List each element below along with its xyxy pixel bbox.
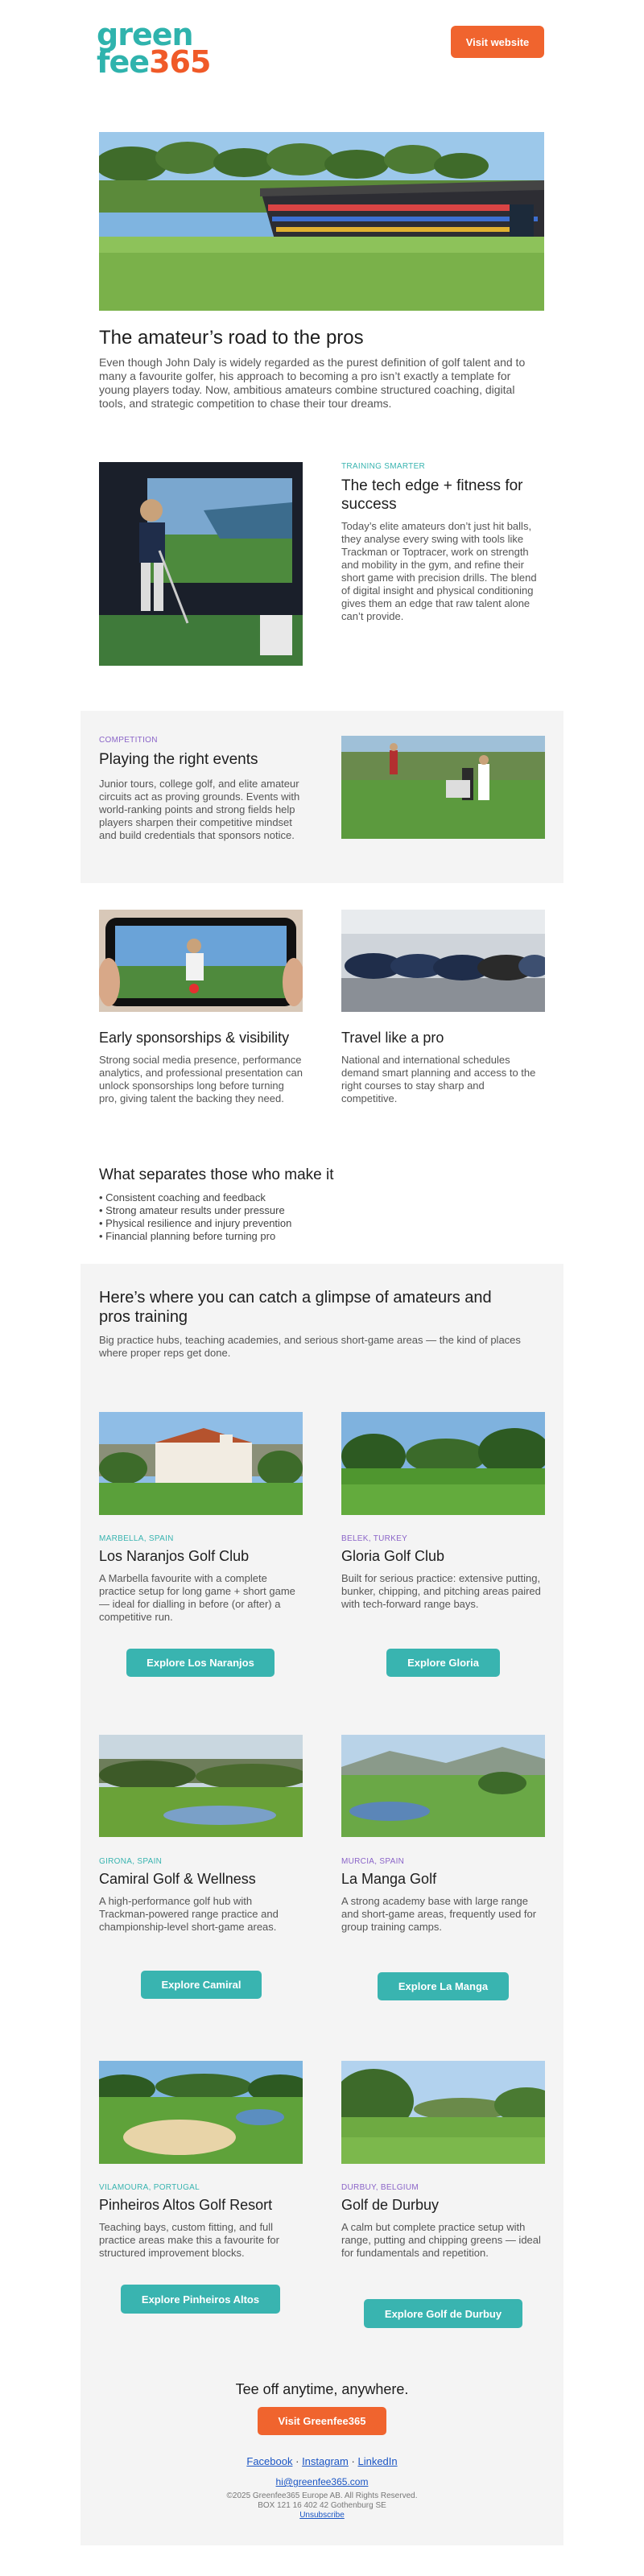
events-title: Playing the right events [99,751,258,768]
club-kicker-marbella: MARBELLA, SPAIN [99,1534,174,1543]
club-name-camiral: Camiral Golf & Wellness [99,1871,256,1887]
club-body-los-naranjos: A Marbella favourite with a complete practice setup for long game + short game — ideal for dialling in before (or after) a competitive run. [99,1572,295,1623]
list-item: • Strong amateur results under pressure [99,1204,285,1216]
tech-body: Today’s elite amateurs don’t just hit balls, they analyse every swing with tools like Trackman or Toptracer, work on strength and mobility in the gym, and refine their short game with precision drills. The blend of digital insight and physical conditioning gives them an edge that raw talent alone can’t provide. [341,520,537,622]
club-kicker-girona: GIRONA, SPAIN [99,1857,163,1866]
club-name-pinheiros-altos: Pinheiros Altos Golf Resort [99,2197,273,2213]
footer-unsubscribe-row [80,2511,564,2520]
separates-title: What separates those who make it [99,1166,334,1183]
footer-address: BOX 121 16 402 42 Gothenburg SE [258,2501,386,2510]
sponsorship-image-phone [99,910,303,1012]
club-kicker-murcia: MURCIA, SPAIN [341,1857,405,1866]
greenfee365-logo[interactable] [97,17,225,85]
logo-text-fee: fee [97,44,150,80]
logo-text-green: green [97,17,193,52]
club-image-los-naranjos [99,1412,303,1515]
explore-pinheiros-altos-button[interactable]: Explore Pinheiros Altos [121,2285,280,2314]
logo-text-365: 365 [149,44,211,80]
club-body-gloria: Built for serious practice: extensive putting, bunker, chipping, and pitching areas paired with tech-forward range bays. [341,1572,541,1610]
facebook-link[interactable]: Facebook [246,2455,293,2467]
travel-image-golf-bags [341,910,545,1012]
explore-camiral-button[interactable]: Explore Camiral [141,1971,262,1999]
travel-body: National and international schedules demand smart planning and access to the right courses to stay sharp and competitive. [341,1054,536,1104]
link-separator: · [351,2455,355,2467]
explore-la-manga-button[interactable]: Explore La Manga [378,1972,509,2000]
club-name-los-naranjos: Los Naranjos Golf Club [99,1548,250,1564]
explore-golf-de-durbuy-button[interactable]: Explore Golf de Durbuy [364,2299,522,2328]
club-image-camiral [99,1735,303,1837]
list-item: • Consistent coaching and feedback [99,1191,266,1203]
club-name-la-manga: La Manga Golf [341,1871,437,1887]
instagram-link[interactable]: Instagram [302,2455,349,2467]
club-body-la-manga: A strong academy base with large range and short-game areas, frequently used for group training camps. [341,1895,537,1933]
footer-tagline: Tee off anytime, anywhere. [235,2381,409,2397]
visit-website-button[interactable]: Visit website [451,26,544,58]
club-body-golf-de-durbuy: A calm but complete practice setup with range, putting and chipping greens — ideal for fundamentals and repetition. [341,2221,541,2259]
club-name-golf-de-durbuy: Golf de Durbuy [341,2197,440,2213]
social-links [80,2455,564,2467]
linkedin-link[interactable]: LinkedIn [357,2455,398,2467]
club-kicker-belek: BELEK, TURKEY [341,1534,408,1543]
tech-image-simulator [99,462,303,666]
tech-title: The tech edge + fitness for success [341,477,523,513]
email-link[interactable]: hi@greenfee365.com [275,2476,369,2487]
events-kicker: COMPETITION [99,736,158,745]
club-image-pinheiros-altos [99,2061,303,2164]
footer-copyright: ©2025 Greenfee365 Europe AB. All Rights Reserved. [226,2491,418,2500]
logo-text-fee365 [97,44,225,80]
explore-los-naranjos-button[interactable]: Explore Los Naranjos [126,1649,275,1677]
club-kicker-vilamoura: VILAMOURA, PORTUGAL [99,2183,200,2192]
events-image-golfers [341,736,545,839]
visit-greenfee365-button[interactable]: Visit Greenfee365 [258,2407,386,2435]
sponsorships-title: Early sponsorships & visibility [99,1030,290,1046]
list-item: • Physical resilience and injury prevention [99,1217,292,1229]
club-name-gloria: Gloria Golf Club [341,1548,445,1564]
separates-list [99,1191,502,1243]
unsubscribe-link[interactable]: Unsubscribe [299,2511,345,2520]
hero-body: Even though John Daly is widely regarded as the purest definition of golf talent and to many a favourite golfer, his approach to becoming a pro isn’t exactly a template for young players today. Now, ambitious amateurs combine structured coaching, digital tools, and strategic competition to chase their tour dreams. [99,356,526,410]
travel-title: Travel like a pro [341,1030,444,1046]
catch-title: Here’s where you can catch a glimpse of amateurs and pros training [99,1289,492,1326]
catch-body: Big practice hubs, teaching academies, and serious short-game areas — the kind of places where proper reps get done. [99,1334,521,1359]
hero-image-driving-range [99,132,544,311]
club-image-golf-de-durbuy [341,2061,545,2164]
footer-email-row [80,2476,564,2487]
club-image-la-manga [341,1735,545,1837]
events-body: Junior tours, college golf, and elite amateur circuits act as proving grounds. Events with world-ranking points and strong fields help players sharpen their competitive mindset and build credentials that sponsors notice. [99,778,300,841]
link-separator: · [295,2455,299,2467]
sponsorships-body: Strong social media presence, performance analytics, and professional presentation can unlock sponsorships long before turning pro, giving talent the backing they need. [99,1054,303,1104]
club-body-camiral: A high-performance golf hub with Trackman-powered range practice and championship-level short-game areas. [99,1895,279,1933]
explore-gloria-button[interactable]: Explore Gloria [386,1649,500,1677]
list-item: • Financial planning before turning pro [99,1230,276,1242]
tech-kicker: TRAINING SMARTER [341,462,426,471]
club-kicker-durbuy: DURBUY, BELGIUM [341,2183,419,2192]
club-image-gloria [341,1412,545,1515]
club-body-pinheiros-altos: Teaching bays, custom fitting, and full practice areas make this a favourite for structured improvement blocks. [99,2221,279,2259]
hero-title: The amateur’s road to the pros [99,327,364,349]
